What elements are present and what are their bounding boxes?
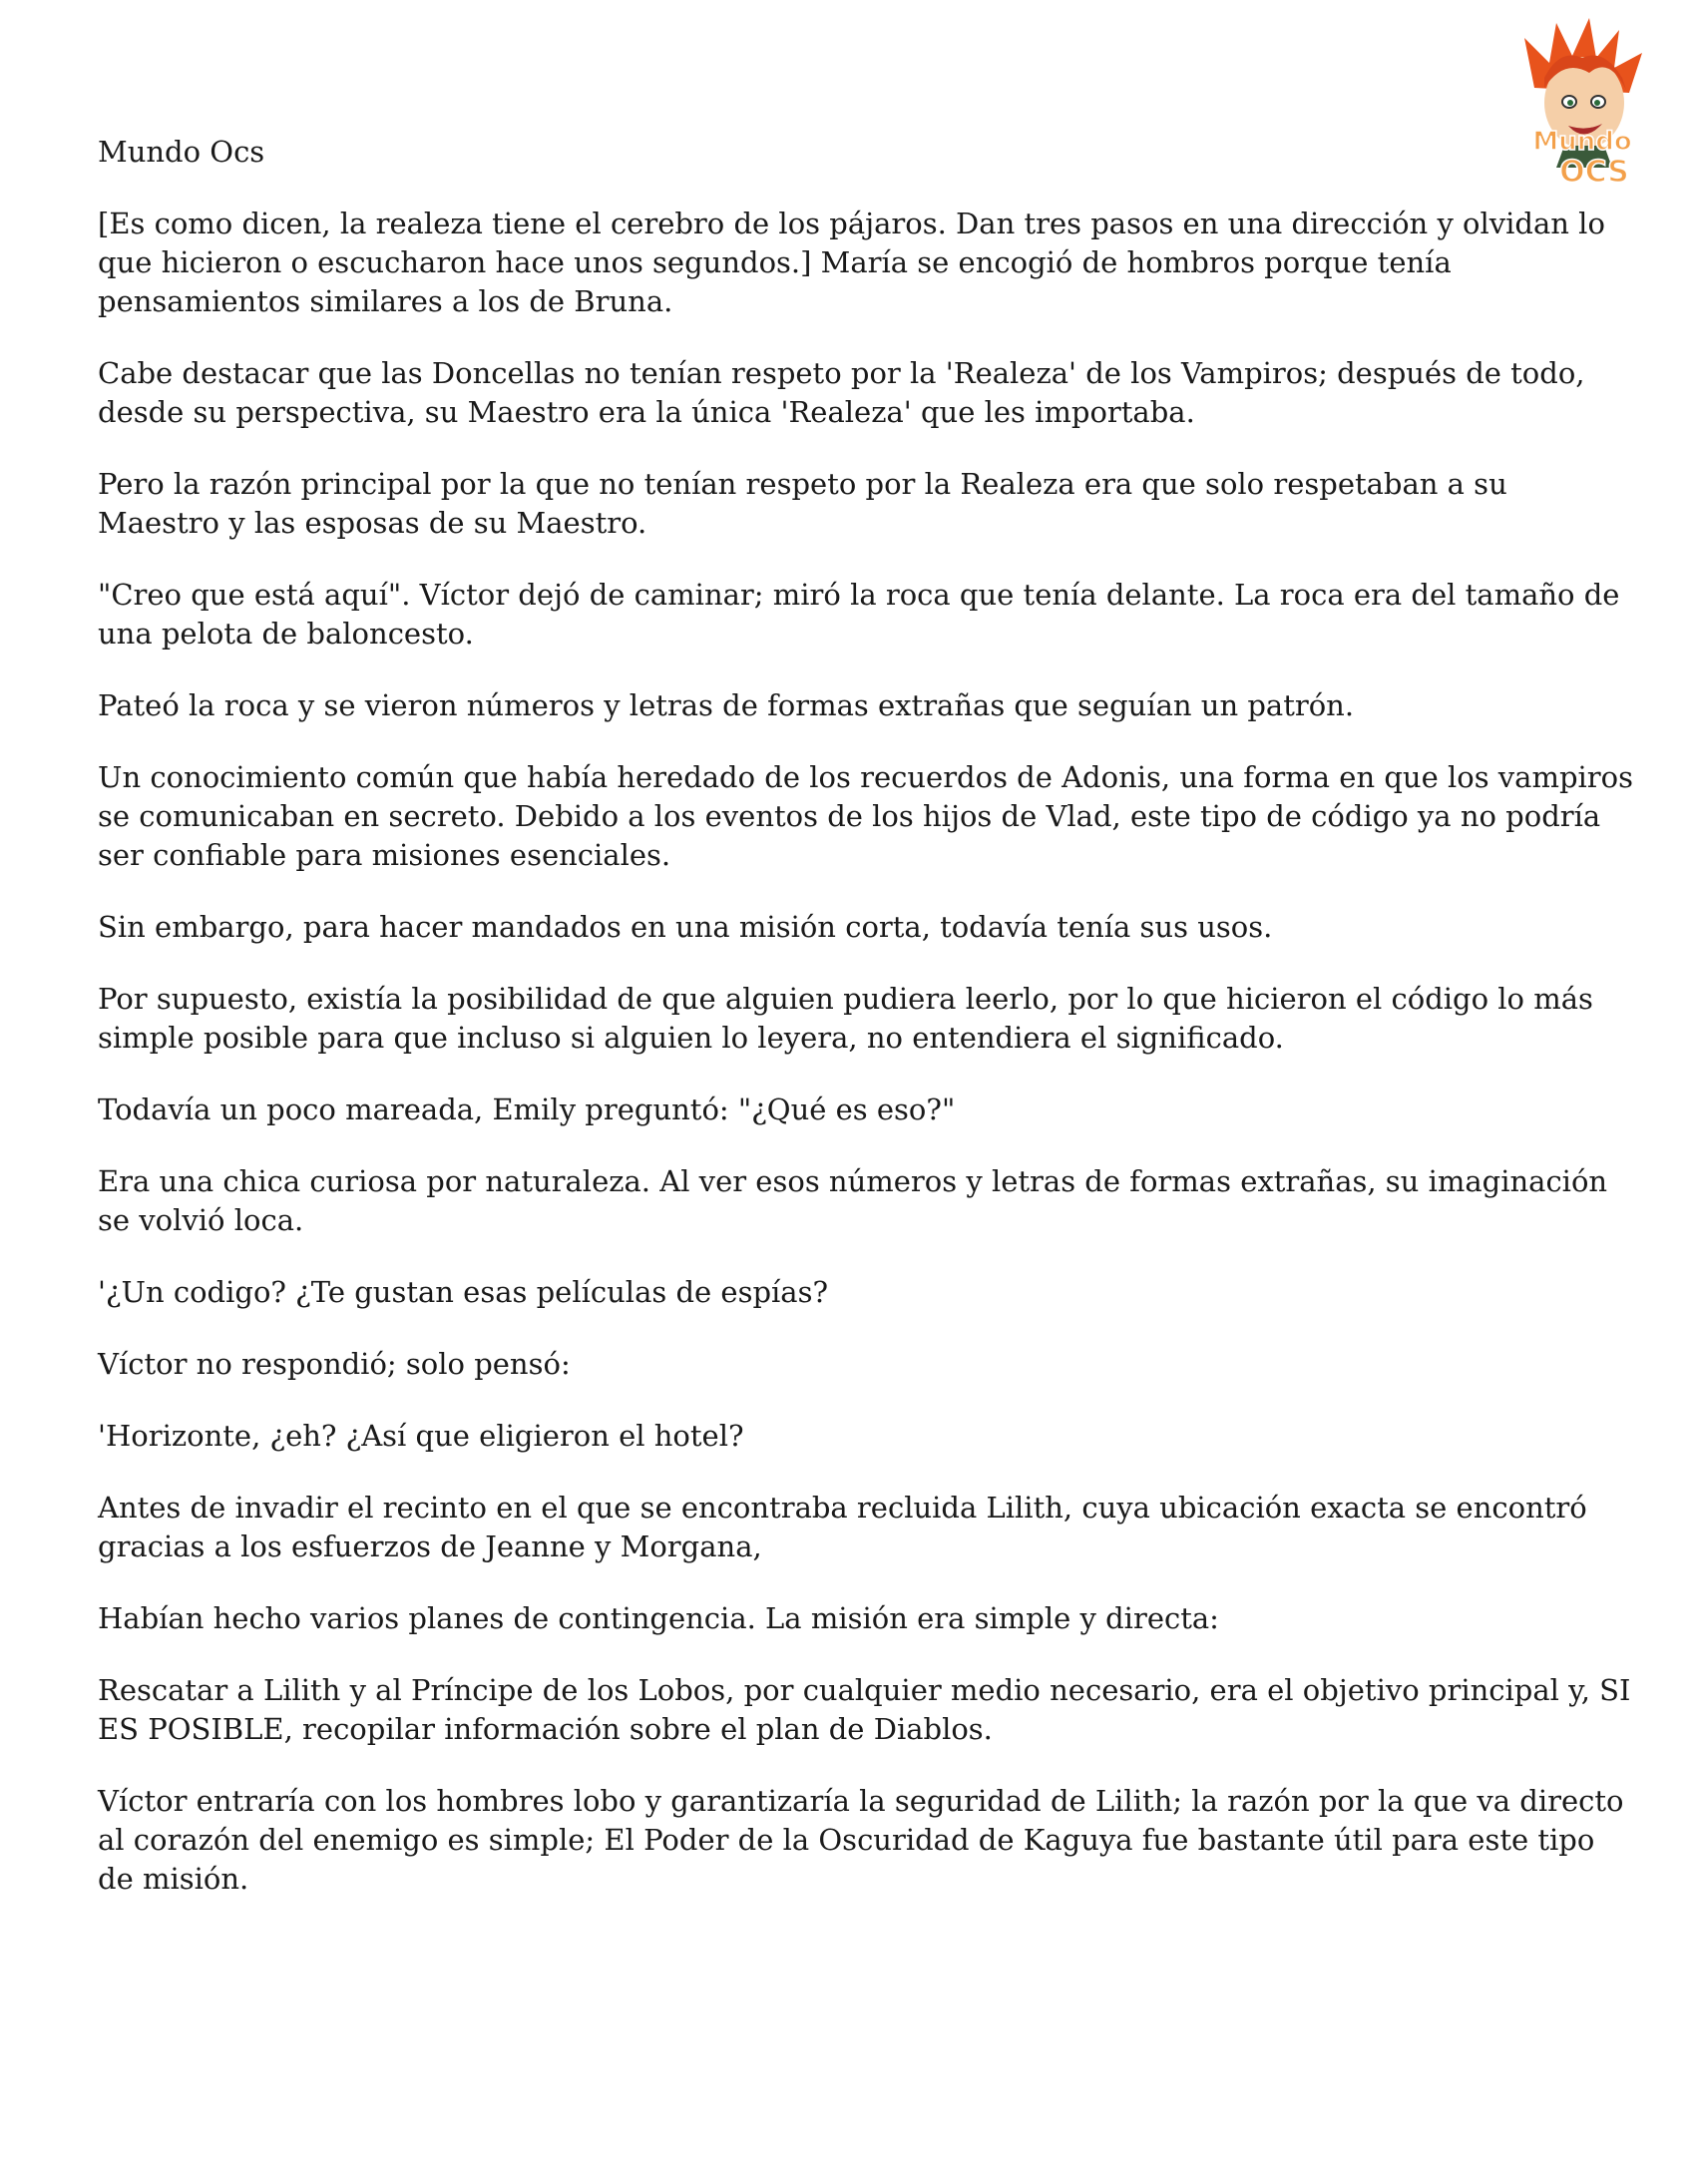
logo-text-bottom: OCS (1559, 155, 1629, 190)
logo-text-top: Mundo (1532, 127, 1632, 157)
page-title: Mundo Ocs (98, 135, 265, 169)
paragraph: Por supuesto, existía la posibilidad de que alguien pudiera leerlo, por lo que hicieron el código lo más simple posible para que incluso si alguien lo leyera, no entendiera el significado. (98, 982, 1593, 1055)
paragraph: Cabe destacar que las Doncellas no tenían respeto por la 'Realeza' de los Vampiros; después de todo, desde su perspectiva, su Maestro era la única 'Realeza' que les importaba. (98, 356, 1585, 429)
paragraph: Un conocimiento común que había heredado de los recuerdos de Adonis, una forma en que los vampiros se comunicaban en secreto. Debido a los eventos de los hijos de Vlad, este tipo de código ya no podría ser confiable para misiones esenciales. (98, 760, 1634, 872)
paragraph: Rescatar a Lilith y al Príncipe de los Lobos, por cualquier medio necesario, era el objetivo principal y, SI ES POSIBLE, recopilar información sobre el plan de Diablos. (98, 1673, 1631, 1746)
paragraph: '¿Un codigo? ¿Te gustan esas películas de espías? (98, 1275, 829, 1309)
paragraph: [Es como dicen, la realeza tiene el cerebro de los pájaros. Dan tres pasos en una dirección y olvidan lo que hicieron o escucharon hace unos segundos.] María se encogió de hombros porque tenía pensamientos similares a los de Bruna. (98, 207, 1605, 318)
paragraph: Pero la razón principal por la que no tenían respeto por la Realeza era que solo respetaban a su Maestro y las esposas de su Maestro. (98, 467, 1507, 540)
paragraph: Víctor entraría con los hombres lobo y garantizaría la seguridad de Lilith; la razón por la que va directo al corazón del enemigo es simple; El Poder de la Oscuridad de Kaguya fue bastante útil para este tipo de misión. (98, 1784, 1624, 1896)
document-body (98, 205, 1634, 1932)
paragraph: Todavía un poco mareada, Emily preguntó: "¿Qué es eso?" (98, 1092, 956, 1126)
paragraph: Era una chica curiosa por naturaleza. Al ver esos números y letras de formas extrañas, su imaginación se volvió loca. (98, 1164, 1608, 1237)
paragraph: Víctor no respondió; solo pensó: (98, 1347, 571, 1381)
paragraph: 'Horizonte, ¿eh? ¿Así que eligieron el hotel? (98, 1419, 744, 1453)
paragraph: "Creo que está aquí". Víctor dejó de caminar; miró la roca que tenía delante. La roca era del tamaño de una pelota de baloncesto. (98, 578, 1620, 651)
paragraph: Antes de invadir el recinto en el que se encontraba recluida Lilith, cuya ubicación exacta se encontró gracias a los esfuerzos de Jeanne y Morgana, (98, 1491, 1587, 1563)
paragraph: Pateó la roca y se vieron números y letras de formas extrañas que seguían un patrón. (98, 688, 1355, 722)
mundo-ocs-logo (1494, 18, 1670, 190)
paragraph: Sin embargo, para hacer mandados en una misión corta, todavía tenía sus usos. (98, 910, 1273, 944)
paragraph: Habían hecho varios planes de contingencia. La misión era simple y directa: (98, 1601, 1219, 1635)
